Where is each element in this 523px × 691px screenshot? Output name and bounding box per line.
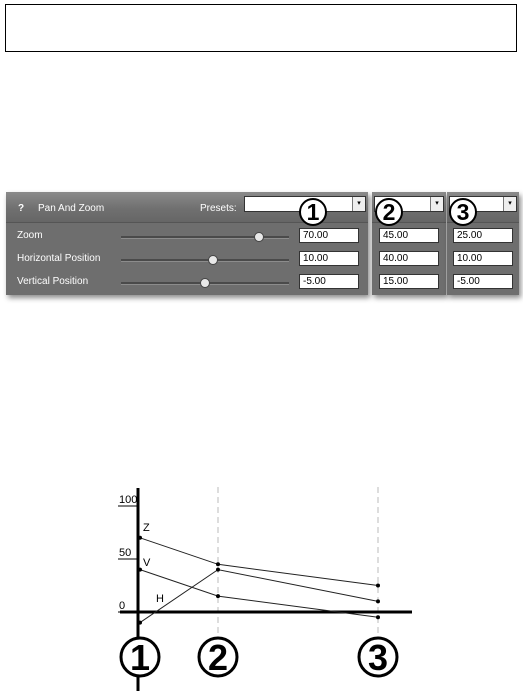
presets-label: Presets: — [200, 203, 237, 214]
zoom-label: Zoom — [17, 230, 43, 241]
horizontal-position-field-3[interactable]: 10.00 — [453, 251, 513, 266]
chevron-down-icon[interactable]: ▾ — [352, 197, 365, 211]
series-point-z — [376, 584, 380, 588]
chevron-down-icon[interactable]: ▾ — [430, 197, 443, 211]
series-label-v: V — [143, 557, 151, 569]
keyframe-1-badge: 1 — [299, 198, 327, 226]
series-point-v — [216, 594, 220, 598]
vertical-position-label: Vertical Position — [17, 276, 89, 287]
x-tick-label: 3 — [367, 637, 389, 678]
keyframe-2-badge: 2 — [375, 198, 403, 226]
series-point-h — [216, 568, 220, 572]
series-line-z — [140, 538, 378, 586]
horizontal-position-label: Horizontal Position — [17, 253, 101, 264]
zoom-field-2[interactable]: 45.00 — [379, 228, 439, 243]
x-tick-label: 2 — [207, 637, 229, 678]
series-line-v — [140, 570, 378, 618]
series-point-h — [376, 599, 380, 603]
series-point-h — [138, 621, 142, 625]
y-tick-label: 0 — [119, 600, 126, 612]
horizontal-position-field-2[interactable]: 40.00 — [379, 251, 439, 266]
y-tick-label: 100 — [119, 494, 138, 506]
series-point-v — [138, 568, 142, 572]
vertical-position-field-1[interactable]: -5.00 — [299, 274, 359, 289]
y-tick-label: 50 — [119, 547, 132, 559]
series-point-v — [376, 615, 380, 619]
panel-title: Pan And Zoom — [38, 203, 105, 214]
series-point-z — [216, 562, 220, 566]
series-line-h — [140, 570, 378, 623]
series-point-z — [138, 536, 142, 540]
chevron-down-icon[interactable]: ▾ — [503, 197, 516, 211]
series-label-h: H — [156, 593, 164, 605]
x-tick-label: 1 — [129, 637, 151, 678]
zoom-field-3[interactable]: 25.00 — [453, 228, 513, 243]
zoom-field-1[interactable]: 70.00 — [299, 228, 359, 243]
vertical-position-field-2[interactable]: 15.00 — [379, 274, 439, 289]
series-label-z: Z — [143, 522, 150, 534]
keyframe-3-badge: 3 — [449, 198, 477, 226]
vertical-position-field-3[interactable]: -5.00 — [453, 274, 513, 289]
horizontal-position-field-1[interactable]: 10.00 — [299, 251, 359, 266]
help-icon[interactable]: ? — [18, 203, 25, 214]
